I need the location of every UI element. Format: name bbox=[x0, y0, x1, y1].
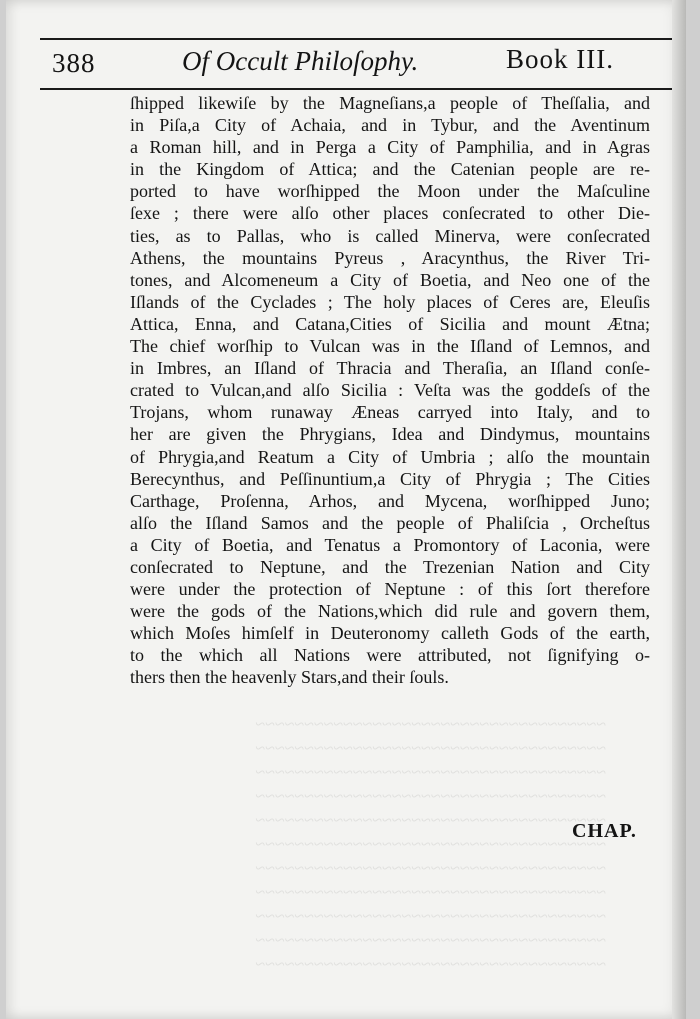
text-line: Attica, Enna, and Catana,Cities of Sicilia and mount Ætna; bbox=[130, 313, 650, 334]
text-line: were the gods of the Nations,which did rule and govern them, bbox=[130, 601, 650, 622]
text-line: ported to have worſhipped the Moon under the Maſculine bbox=[130, 181, 650, 202]
text-line: The chief worſhip to Vulcan was in the Iſland of Lemnos, and bbox=[130, 336, 650, 357]
book-label: Book III. bbox=[506, 44, 614, 74]
text-line: to the which all Nations were attributed, not ſignifying o- bbox=[130, 645, 650, 666]
text-line: a City of Boetia, and Tenatus a Promontory of Laconia, were bbox=[130, 534, 650, 555]
text-line: conſecrated to Neptune, and the Trezenian Nation and City bbox=[130, 556, 650, 577]
text-line: in Imbres, an Iſland of Thracia and Theraſia, an Iſland conſe- bbox=[130, 358, 650, 379]
text-line: alſo the Iſland Samos and the people of Phaliſcia , Orcheſtus bbox=[130, 512, 650, 533]
text-line: thers then the heavenly Stars,and their ſouls. bbox=[130, 667, 449, 688]
book-page bbox=[6, 0, 686, 1019]
bleed-through-text: ~~~~~~~~~~~~~~~~~~~~~~~~~~~~~~~~~~~~ ~~~~~~~~~~~~~~~~~~~~~~~~~~~~~~~~~~~~ ~~~~~~~~~~~~~~~~~~~~~~~~~~~~~~~~~~~~ ~~~~~~~~~~~~~~~~~~~~~~~~~~~~~~~~~~~~ ~~~~~~~~~~~~~~~~~~~~~~~~~~~~~~~~~~~~ ~~~~~~~~~~~~~~~~~~~~~~~~~~~~~~~~~~~~ ~~~~~~~~~~~~~~~~~~~~~~~~~~~~~~~~~~~~ ~~~~~~~~~~~~~~~~~~~~~~~~~~~~~~~~~~~~ ~~~~~~~~~~~~~~~~~~~~~~~~~~~~~~~~~~~~ ~~~~~~~~~~~~~~~~~~~~~~~~~~~~~~~~~~~~ ~~~~~~~~~~~~~~~~~~~~~~~~~~~~~~~~~~~~ bbox=[255, 714, 606, 974]
catchword: CHAP. bbox=[572, 820, 637, 842]
text-line: Berecynthus, and Peſſinuntium,a City of Phrygia ; The Cities bbox=[130, 468, 650, 489]
text-line: ties, as to Pallas, who is called Minerva, were conſecrated bbox=[130, 225, 650, 246]
text-line: tones, and Alcomeneum a City of Boetia, and Neo one of the bbox=[130, 269, 650, 290]
header-top-rule bbox=[40, 38, 672, 40]
text-line: in Piſa,a City of Achaia, and in Tybur, and the Aventinum bbox=[130, 115, 650, 136]
text-line: Athens, the mountains Pyreus , Aracynthus, the River Tri- bbox=[130, 247, 650, 268]
running-title: Of Occult Philoſophy. bbox=[182, 46, 419, 76]
text-line: Trojans, whom runaway Æneas carryed into Italy, and to bbox=[130, 402, 650, 423]
text-line: ſexe ; there were alſo other places conſecrated to other Die- bbox=[130, 203, 650, 224]
text-line: of Phrygia,and Reatum a City of Umbria ; alſo the mountain bbox=[130, 446, 650, 467]
text-line: were under the protection of Neptune : of this ſort therefore bbox=[130, 579, 650, 600]
header-bottom-rule bbox=[40, 88, 672, 90]
text-line: Carthage, Proſenna, Arhos, and Mycena, worſhipped Juno; bbox=[130, 490, 650, 511]
page-edge-shadow bbox=[672, 0, 686, 1019]
body-text bbox=[130, 92, 650, 689]
text-line: Iſlands of the Cyclades ; The holy places of Ceres are, Eleuſis bbox=[130, 291, 650, 312]
text-line: a Roman hill, and in Perga a City of Pamphilia, and in Agras bbox=[130, 137, 650, 158]
text-line: in the Kingdom of Attica; and the Catenian people are re- bbox=[130, 159, 650, 180]
page-number: 388 bbox=[52, 48, 96, 78]
text-line: crated to Vulcan,and alſo Sicilia : Veſta was the goddeſs of the bbox=[130, 380, 650, 401]
text-line: which Moſes himſelf in Deuteronomy calleth Gods of the earth, bbox=[130, 623, 650, 644]
text-line: her are given the Phrygians, Idea and Dindymus, mountains bbox=[130, 424, 650, 445]
text-line: ſhipped likewiſe by the Magneſians,a people of Theſſalia, and bbox=[130, 93, 650, 113]
